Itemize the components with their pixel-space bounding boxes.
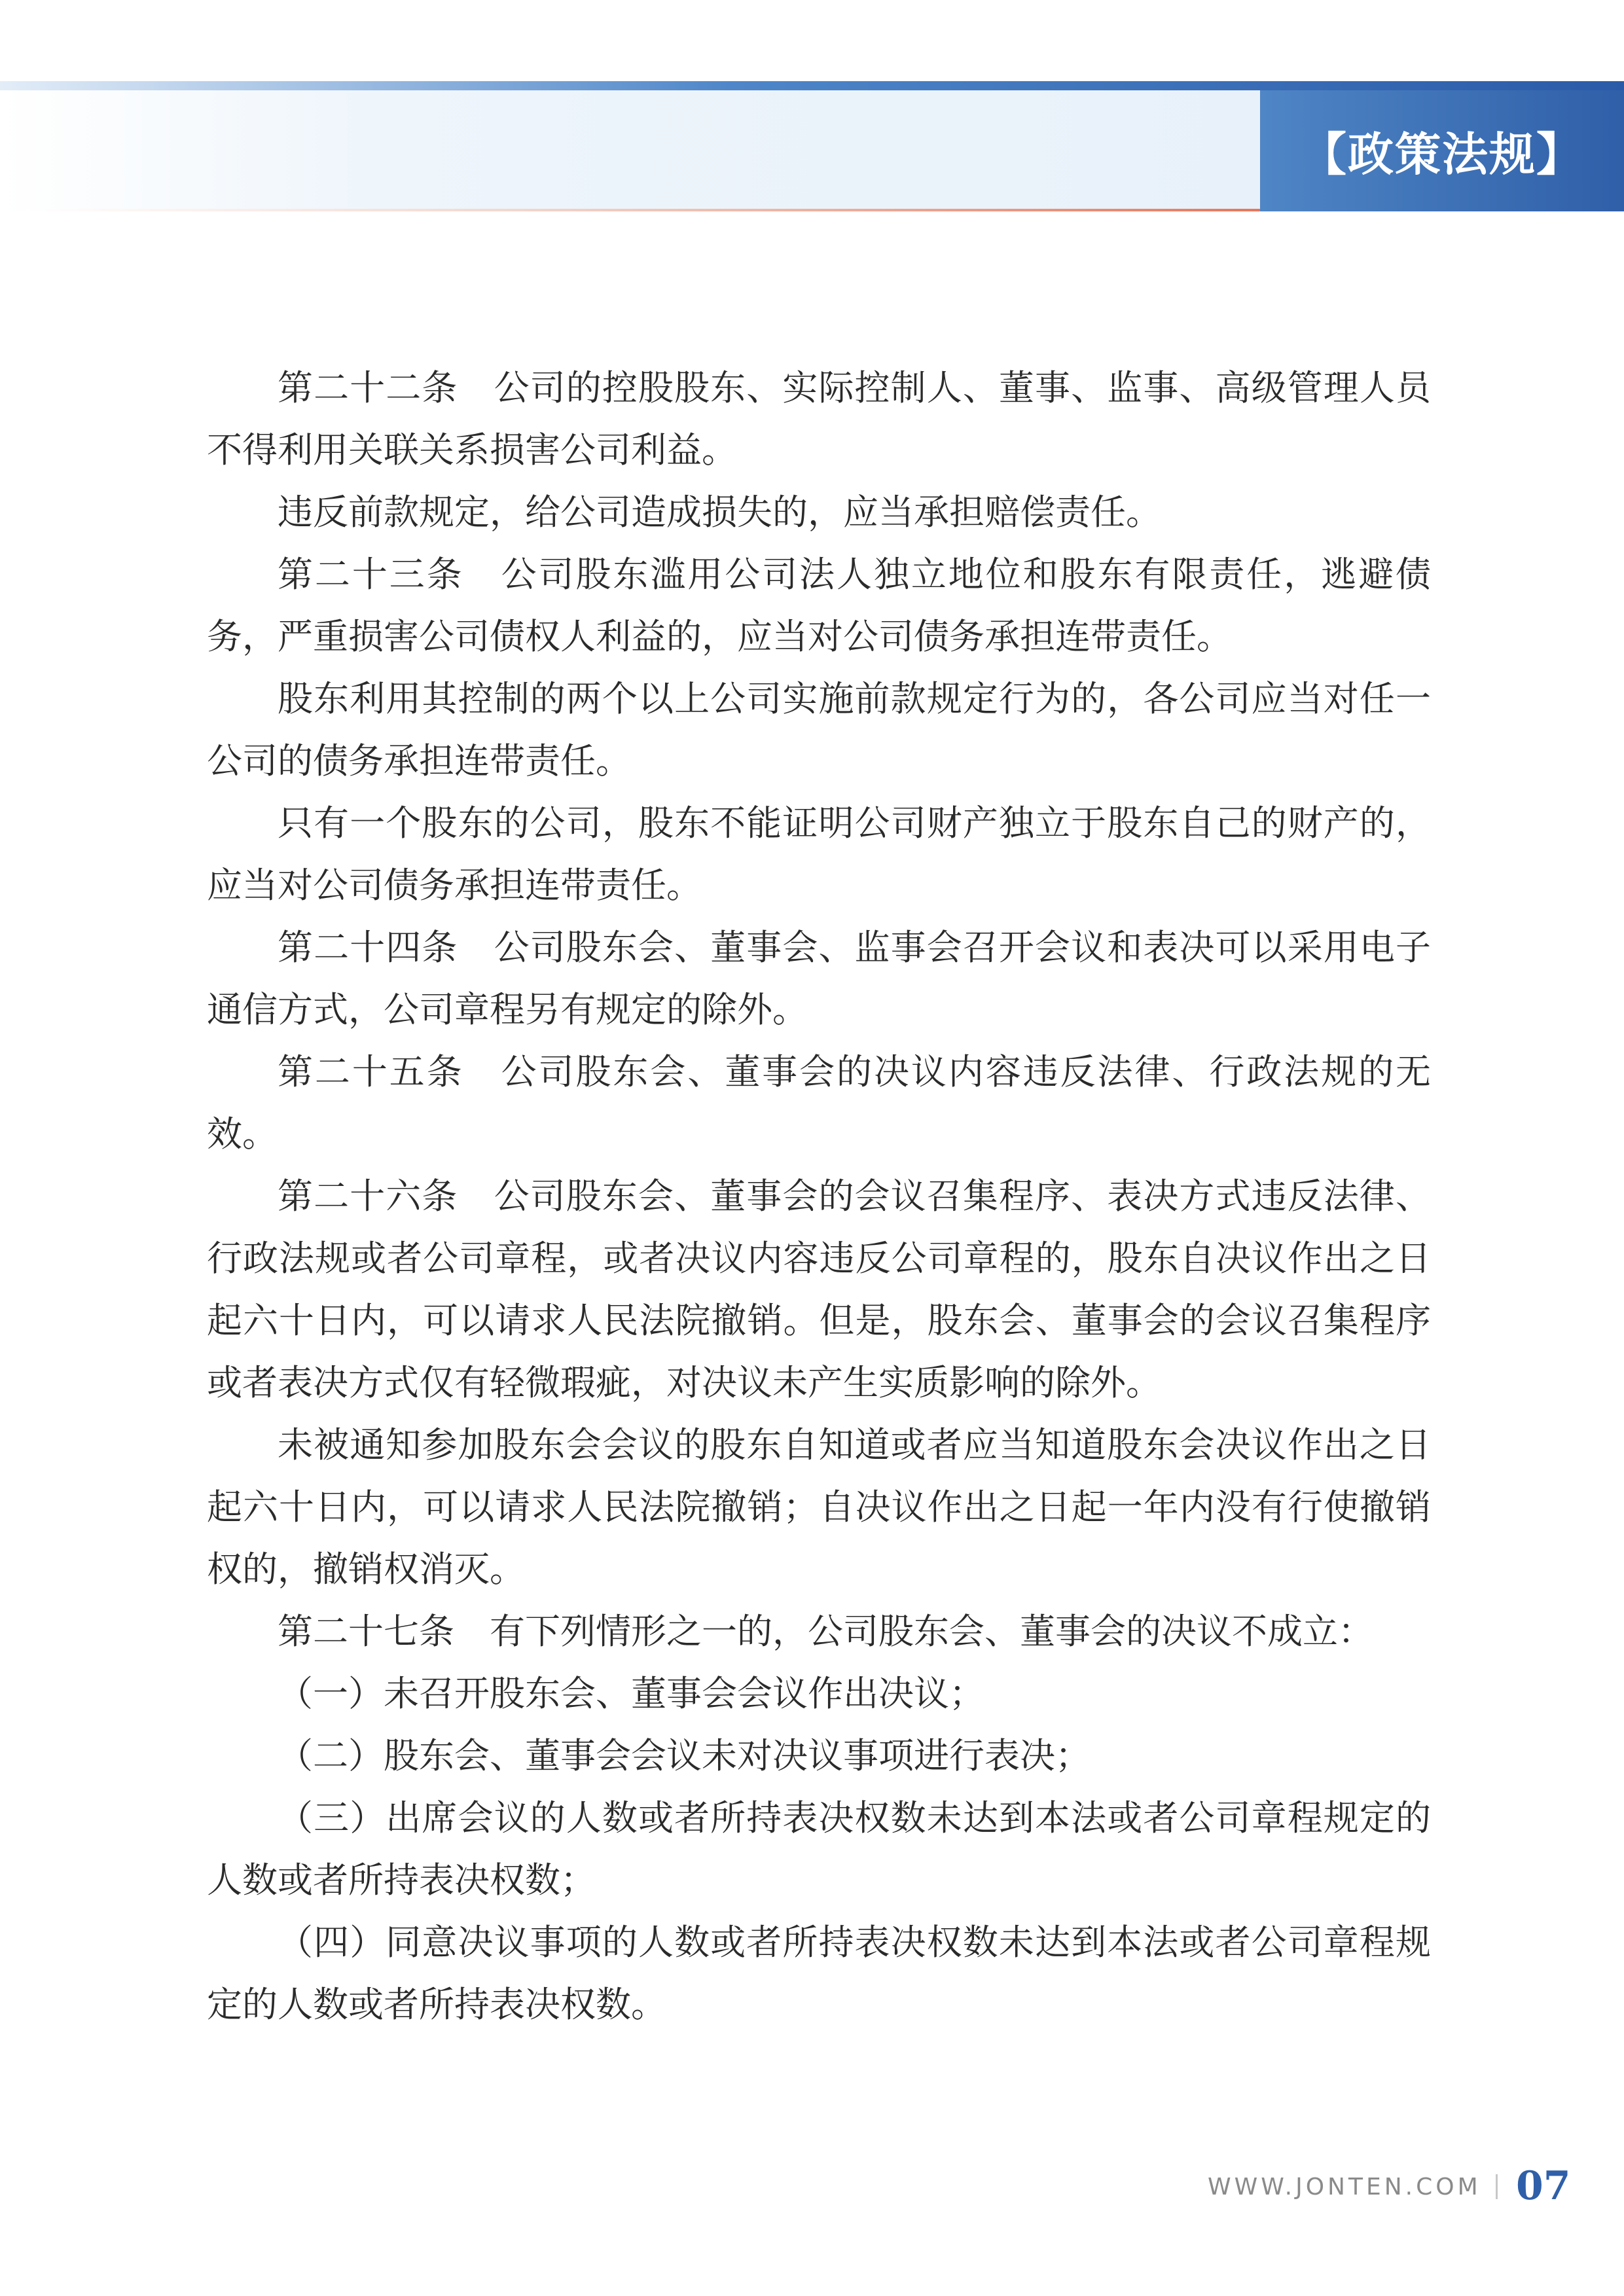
- article-23-text: 公司股东滥用公司法人独立地位和股东有限责任，逃避债务，严重损害公司债权人利益的，应当对公司债务承担连带责任。: [207, 554, 1432, 657]
- article-22-number: 第二十二条: [278, 367, 458, 408]
- article-27-item-4: （四）同意决议事项的人数或者所持表决权数未达到本法或者公司章程规定的人数或者所持表决权数。: [207, 1922, 1431, 2025]
- article-23-paragraph-2: 股东利用其控制的两个以上公司实施前款规定行为的，各公司应当对任一公司的债务承担连带责任。: [207, 678, 1431, 781]
- article-25: [207, 1041, 1431, 1165]
- article-27-number: 第二十七条: [278, 1611, 454, 1652]
- article-23-number: 第二十三条: [278, 554, 464, 595]
- article-26-paragraph-2: 未被通知参加股东会会议的股东自知道或者应当知道股东会决议作出之日起六十日内，可以请求人民法院撤销；自决议作出之日起一年内没有行使撤销权的，撤销权消灭。: [207, 1424, 1431, 1590]
- header-top-line: [0, 81, 1624, 90]
- article-24-text: 公司股东会、董事会、监事会召开会议和表决可以采用电子通信方式，公司章程另有规定的除外。: [207, 927, 1431, 1030]
- article-27: [207, 1600, 1431, 1662]
- article-27-item-3: （三）出席会议的人数或者所持表决权数未达到本法或者公司章程规定的人数或者所持表决权数；: [207, 1797, 1431, 1901]
- header-band: [0, 90, 1260, 211]
- article-27-item-1: （一）未召开股东会、董事会会议作出决议；: [278, 1673, 984, 1714]
- article-22: [207, 357, 1431, 481]
- article-content: [207, 357, 1431, 2036]
- article-24: [207, 916, 1431, 1041]
- page-number: 07: [1516, 2163, 1571, 2209]
- article-24-number: 第二十四条: [278, 927, 458, 968]
- article-25-number: 第二十五条: [278, 1051, 464, 1092]
- article-26: [207, 1165, 1431, 1414]
- header-underline: [26, 209, 1260, 211]
- article-23: [207, 543, 1431, 668]
- article-26-number: 第二十六条: [278, 1175, 458, 1217]
- article-27-text: 有下列情形之一的，公司股东会、董事会的决议不成立：: [490, 1611, 1373, 1652]
- article-26-text: 公司股东会、董事会的会议召集程序、表决方式违反法律、行政法规或者公司章程，或者决议内容违反公司章程的，股东自决议作出之日起六十日内，可以请求人民法院撤销。但是，股东会、董事会的会议召集程序或者表决方式仅有轻微瑕疵，对决议未产生实质影响的除外。: [207, 1175, 1431, 1403]
- article-22-text: 公司的控股股东、实际控制人、董事、监事、高级管理人员不得利用关联关系损害公司利益。: [207, 367, 1431, 471]
- article-23-paragraph-3: 只有一个股东的公司，股东不能证明公司财产独立于股东自己的财产的，应当对公司债务承担连带责任。: [207, 802, 1431, 906]
- article-27-item-2: （二）股东会、董事会会议未对决议事项进行表决；: [278, 1735, 1091, 1776]
- article-22-paragraph-2: 违反前款规定，给公司造成损失的，应当承担赔偿责任。: [278, 492, 1161, 533]
- footer-divider: [1496, 2174, 1498, 2199]
- footer-url: WWW.JONTEN.COM: [1208, 2174, 1481, 2200]
- section-tag: 【政策法规】: [1260, 90, 1624, 211]
- article-25-text: 公司股东会、董事会的决议内容违反法律、行政法规的无效。: [207, 1051, 1432, 1155]
